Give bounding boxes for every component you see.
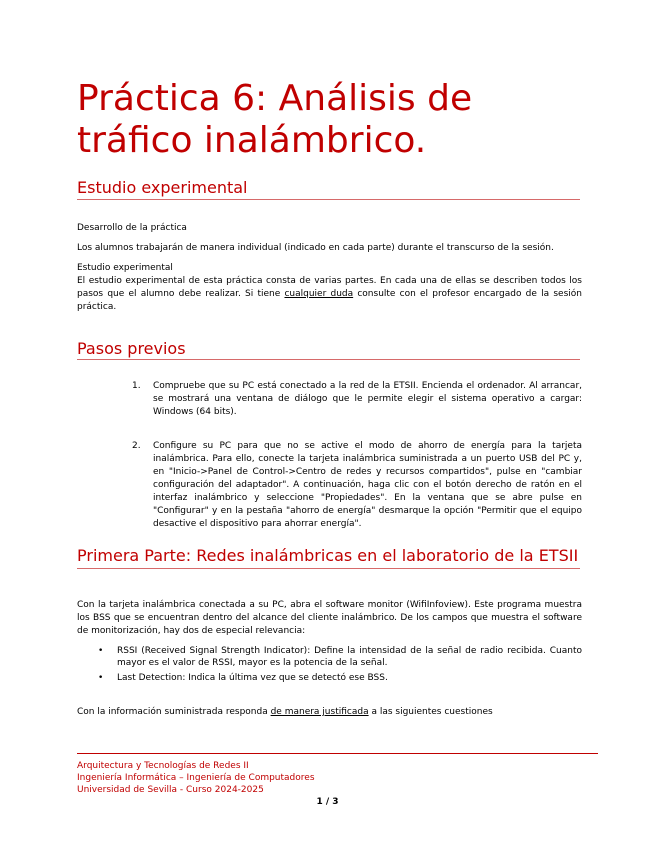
page-number: 1 / 3 [316, 797, 339, 807]
footer-rule [77, 753, 598, 754]
footer-degree: Ingeniería Informática – Ingeniería de Computadores [77, 773, 315, 783]
page-title: Práctica 6: Análisis de tráfico inalámbrico. [77, 78, 473, 161]
closing-paragraph [77, 706, 582, 719]
steps-list [132, 380, 582, 531]
estudio-subheading: Estudio experimental [77, 263, 173, 273]
closing-text-2: a las siguientes cuestiones [368, 707, 493, 717]
step-text: Compruebe que su PC está conectado a la red de la ETSII. Encienda el ordenador. Al arrancar, se mostrará una ventana de diálogo que le permite elegir el sistema operativo a cargar: Windows (64 bits). [153, 381, 582, 417]
section-rule [77, 568, 580, 569]
bullet-icon: • [98, 646, 104, 656]
section-rule [77, 359, 580, 360]
section-rule [77, 199, 580, 200]
primera-intro: Con la tarjeta inalámbrica conectada a su PC, abra el software monitor (WifiInfoview). Este programa muestra los BSS que se encuentran dentro del alcance del cliente inalámbrico. De los campos que muestra el software de monitorización, hay dos de especial relevancia: [77, 600, 582, 636]
bullet-text: Last Detection: Indica la última vez que se detectó ese BSS. [117, 673, 388, 683]
step-text: Configure su PC para que no se active el modo de ahorro de energía para la tarjeta inalámbrica. Para ello, conecte la tarjeta inalámbrica suministrada a un puerto USB del PC y, en "Inicio->Panel de Control->Centro de redes y recursos compartidos", pulse en "cambiar configuración del adaptador". A continuación, haga clic con el botón derecho de ratón en el interfaz inalámbrico y seleccione "Propiedades". En la ventana que se abre pulse en "Configurar" y en la pestaña "ahorro de energía" desmarque la opción "Permitir que el equipo desactive el dispositivo para ahorrar energía". [153, 441, 582, 529]
closing-link: de manera justificada [270, 707, 369, 717]
desarrollo-heading: Desarrollo de la práctica [77, 223, 187, 233]
list-item [132, 380, 582, 419]
bullet-list [96, 645, 582, 684]
list-item [96, 645, 582, 669]
estudio-text-2: consulte con el profesor encargado de la sesión práctica. [77, 289, 582, 312]
list-item [132, 440, 582, 531]
list-item [96, 672, 582, 684]
footer-course: Arquitectura y Tecnologías de Redes II [77, 761, 249, 771]
desarrollo-text: Los alumnos trabajarán de manera individual (indicado en cada parte) durante el transcurso de la sesión. [77, 243, 554, 253]
section-heading-primera: Primera Parte: Redes inalámbricas en el laboratorio de la ETSII [77, 546, 579, 565]
footer [77, 760, 315, 796]
closing-text-1: Con la información suministrada responda [77, 707, 271, 717]
bullet-text: RSSI (Received Signal Strength Indicator): Define la intensidad de la señal de radio recibida. Cuanto mayor es el valor de RSSI, mayor es la potencia de la señal. [117, 646, 582, 668]
estudio-paragraph [77, 275, 582, 314]
section-heading-pasos: Pasos previos [77, 339, 186, 358]
step-number: 2. [132, 441, 141, 451]
estudio-link: cualquier duda [284, 289, 354, 299]
bullet-icon: • [98, 673, 104, 683]
estudio-text-1: El estudio experimental de esta práctica consta de varias partes. En cada una de ellas se describen todos los pasos que el alumno debe realizar. Si tiene [77, 276, 582, 299]
section-heading-estudio: Estudio experimental [77, 178, 248, 197]
footer-university: Universidad de Sevilla - Curso 2024-2025 [77, 785, 264, 795]
step-number: 1. [132, 381, 141, 391]
